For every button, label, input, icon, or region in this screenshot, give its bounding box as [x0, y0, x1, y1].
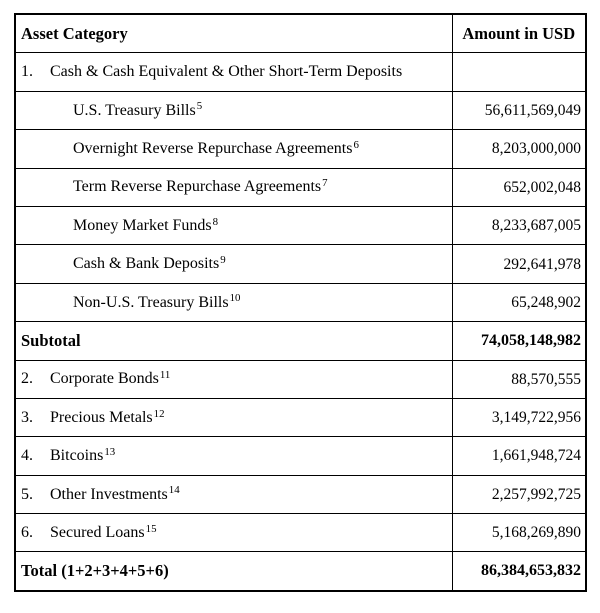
row-number: 6.: [21, 523, 33, 541]
row-label: Corporate Bonds: [50, 370, 159, 388]
row-label: Money Market Funds: [73, 216, 212, 234]
row-category: Total (1+2+3+4+5+6): [15, 552, 452, 591]
row-category: [15, 514, 452, 552]
row-label: Secured Loans: [50, 523, 145, 541]
row-amount: 652,002,048: [452, 168, 586, 206]
row-label: U.S. Treasury Bills: [73, 101, 196, 119]
row-category: [15, 168, 452, 206]
row-amount: 5,168,269,890: [452, 514, 586, 552]
row-label: Other Investments: [50, 485, 168, 503]
footnote-ref: 5: [196, 100, 203, 113]
row-category: [15, 91, 452, 129]
row-amount: 3,149,722,956: [452, 398, 586, 436]
table-row: [15, 245, 586, 283]
row-amount: 8,203,000,000: [452, 130, 586, 168]
header-row: [15, 14, 586, 53]
table-row: [15, 360, 586, 398]
footnote-ref: 11: [159, 369, 171, 382]
row-category: [15, 475, 452, 513]
row-number: 1.: [21, 63, 33, 81]
row-category: [15, 398, 452, 436]
table-row: [15, 437, 586, 475]
row-amount: 88,570,555: [452, 360, 586, 398]
row-number: 4.: [21, 447, 33, 465]
row-label: Overnight Reverse Repurchase Agreements: [73, 140, 353, 158]
row-amount: 56,611,569,049: [452, 91, 586, 129]
row-category: [15, 245, 452, 283]
row-number: 3.: [21, 408, 33, 426]
footnote-ref: 7: [322, 177, 328, 190]
row-category: [15, 360, 452, 398]
row-number: 5.: [21, 485, 33, 503]
row-amount: 74,058,148,982: [452, 322, 586, 360]
table-row: [15, 206, 586, 244]
row-amount: 86,384,653,832: [452, 552, 586, 591]
footnote-ref: 10: [229, 292, 241, 305]
table-row: [15, 168, 586, 206]
row-category: [15, 130, 452, 168]
footnote-ref: 12: [153, 407, 165, 420]
row-label: Term Reverse Repurchase Agreements: [73, 178, 322, 196]
row-amount: 65,248,902: [452, 283, 586, 321]
asset-breakdown-table: [14, 13, 587, 592]
row-label: Cash & Bank Deposits: [73, 255, 220, 273]
column-header-amount: Amount in USD: [452, 14, 586, 53]
row-label: Precious Metals: [50, 408, 153, 426]
row-category: [15, 206, 452, 244]
row-amount: 1,661,948,724: [452, 437, 586, 475]
table-row: [15, 130, 586, 168]
row-label: Bitcoins: [50, 447, 104, 465]
total-row: [15, 552, 586, 591]
row-category: [15, 53, 452, 91]
footnote-ref: 13: [104, 445, 116, 458]
row-amount: 8,233,687,005: [452, 206, 586, 244]
footnote-ref: 14: [168, 484, 180, 497]
column-header-asset-category: Asset Category: [15, 14, 452, 53]
table-row: [15, 514, 586, 552]
row-category: Subtotal: [15, 322, 452, 360]
row-label: Cash & Cash Equivalent & Other Short-Term Deposits: [50, 63, 403, 81]
row-amount: [452, 53, 586, 91]
row-amount: 292,641,978: [452, 245, 586, 283]
row-amount: 2,257,992,725: [452, 475, 586, 513]
table-row: [15, 475, 586, 513]
table-row: [15, 398, 586, 436]
table-row: [15, 91, 586, 129]
footnote-ref: 6: [353, 138, 359, 151]
row-category: [15, 437, 452, 475]
footnote-ref: 9: [220, 254, 226, 267]
row-category: [15, 283, 452, 321]
footnote-ref: 15: [145, 522, 157, 535]
footnote-ref: 8: [212, 215, 219, 228]
table-row: [15, 53, 586, 91]
table-row: [15, 283, 586, 321]
row-number: 2.: [21, 370, 33, 388]
subtotal-row: [15, 322, 586, 360]
row-label: Non-U.S. Treasury Bills: [73, 293, 229, 311]
